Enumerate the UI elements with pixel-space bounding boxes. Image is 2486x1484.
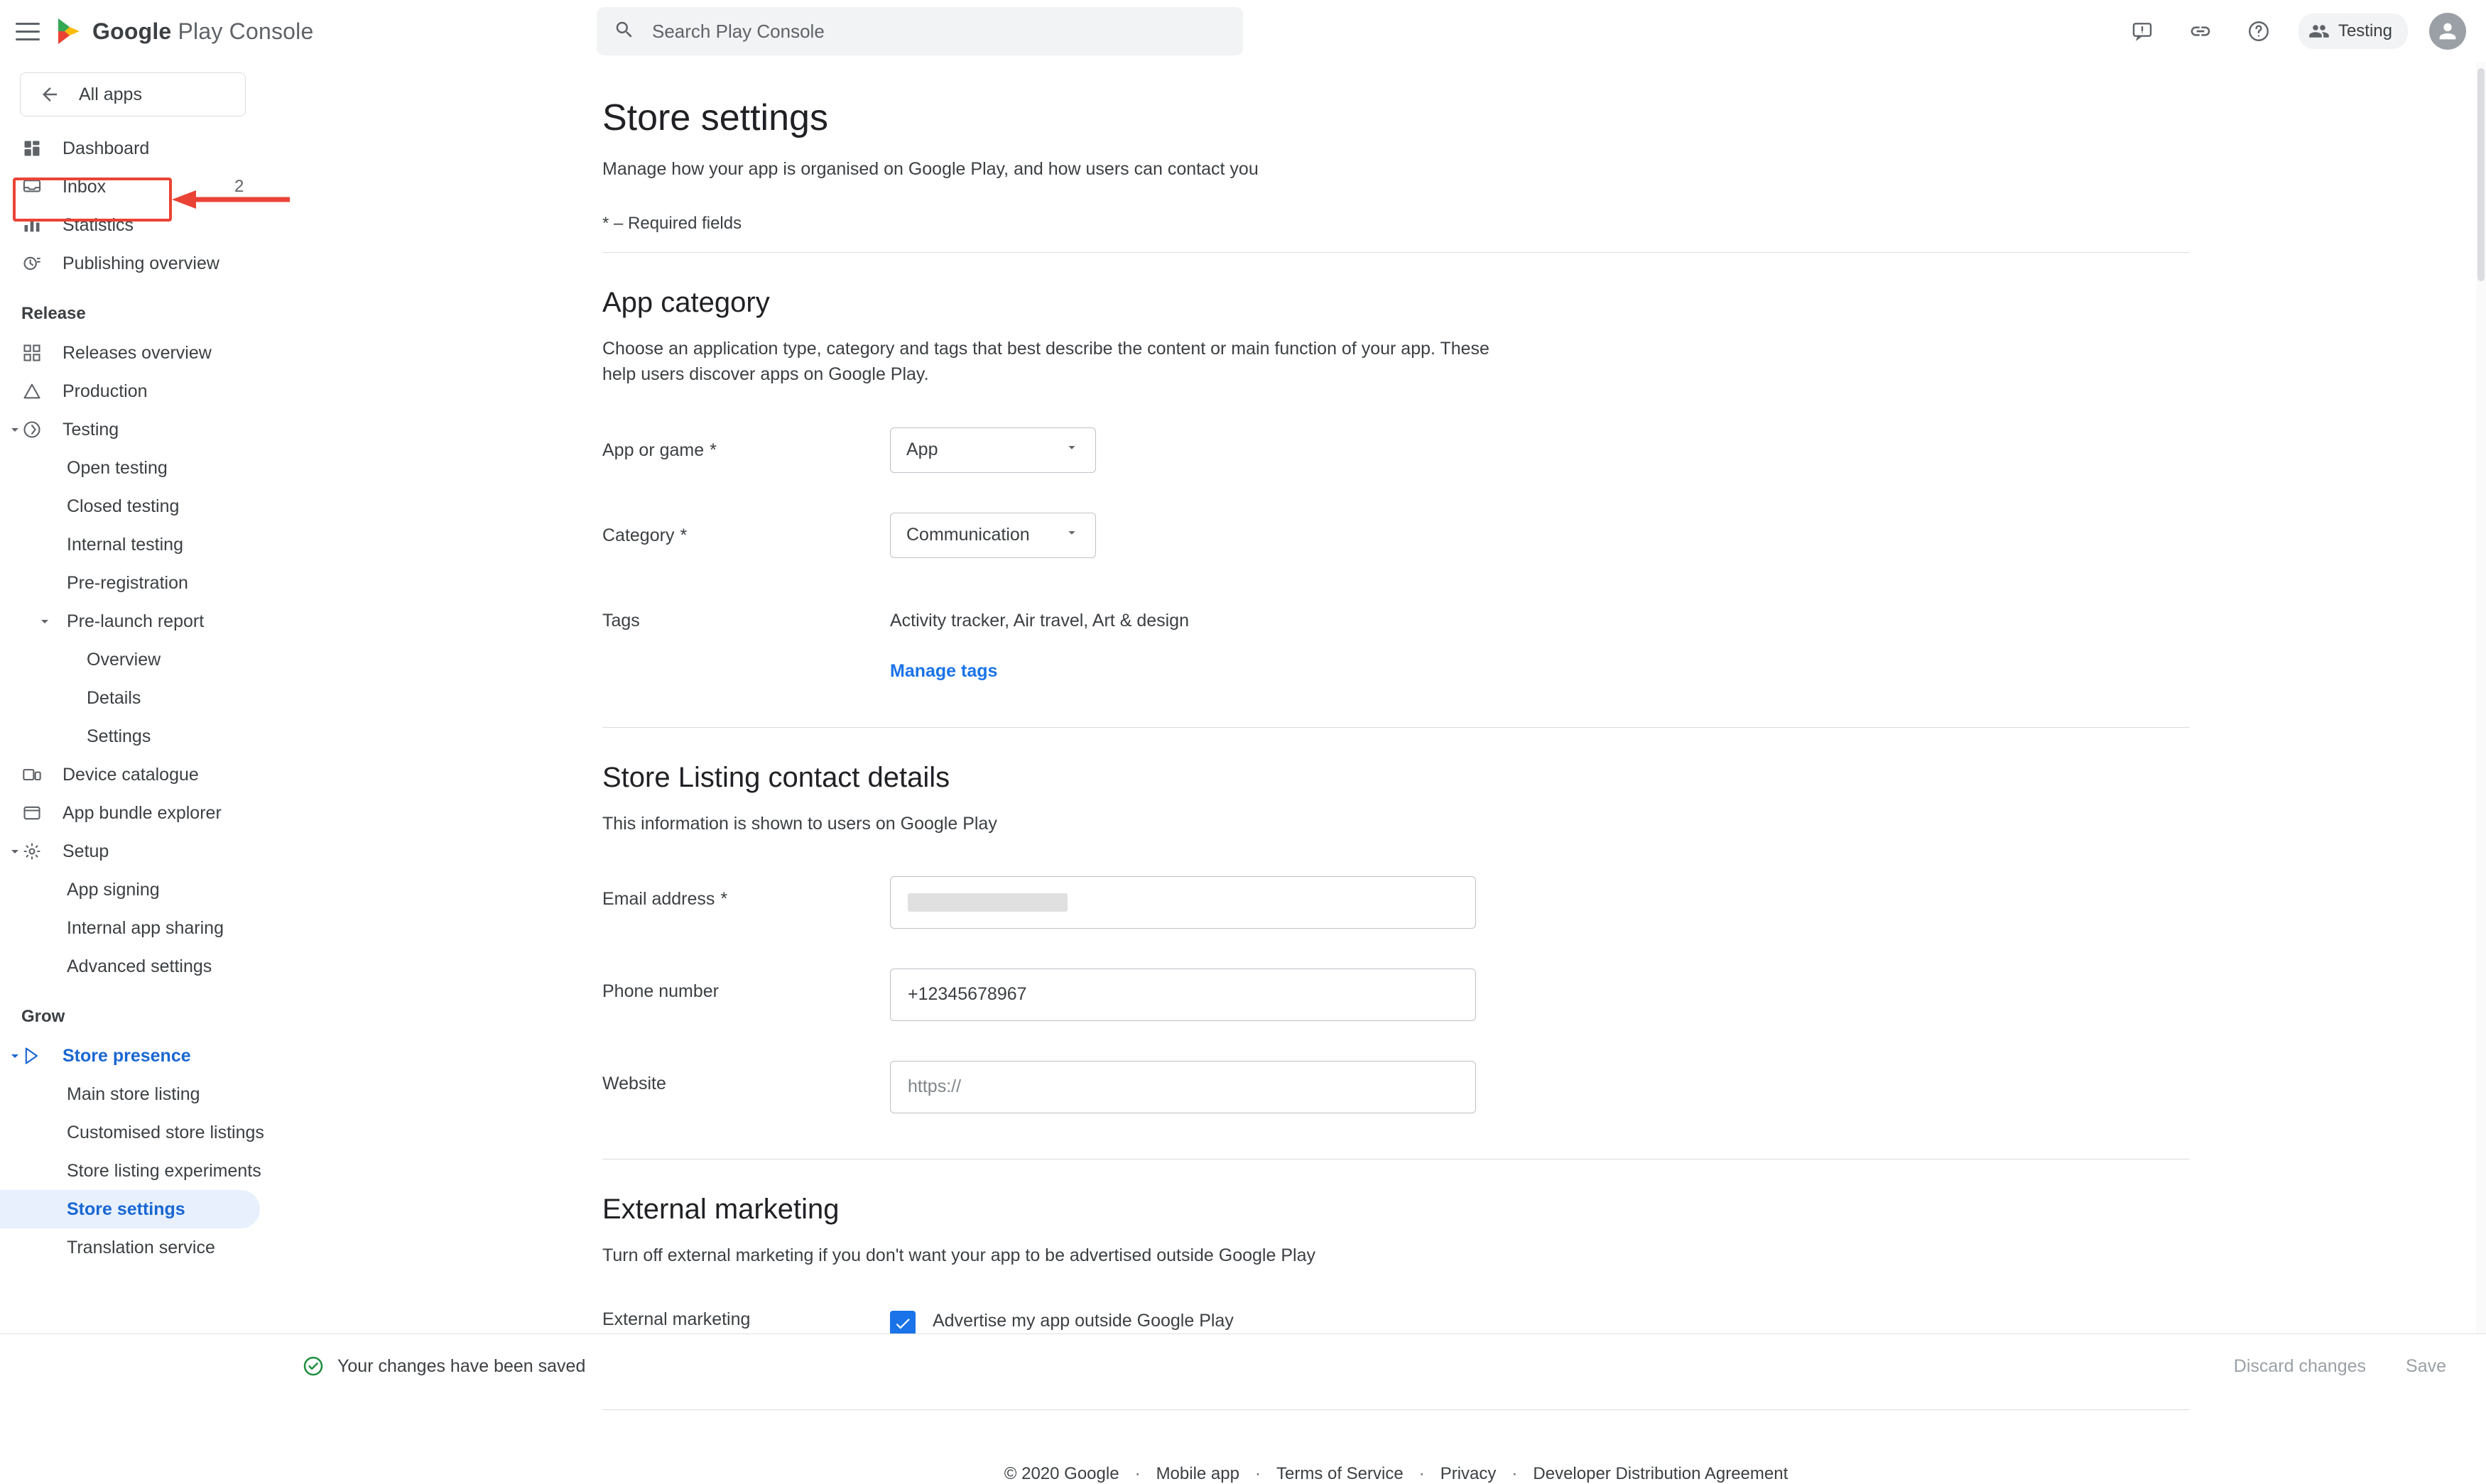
external-marketing-title: External marketing [602,1193,840,1225]
field-tags [602,598,2486,631]
releases-overview-icon [20,343,44,363]
brand[interactable] [57,17,313,45]
device-catalogue-icon [20,765,44,785]
bottom-action-bar [0,1333,2486,1398]
sidebar-item-label: Releases overview [63,342,212,363]
sidebar-item-store-presence[interactable] [0,1037,568,1075]
feedback-icon[interactable] [2124,13,2161,50]
hamburger-icon[interactable] [16,16,47,47]
sidebar-item-label: App bundle explorer [63,802,222,823]
sidebar-item-publishing-overview[interactable] [0,244,568,283]
sidebar-item-pre-launch-report[interactable] [0,602,568,640]
brand-text [92,18,313,45]
sidebar-item-app-bundle-explorer[interactable] [0,794,568,832]
sidebar-item-internal-testing[interactable] [0,525,568,564]
avatar[interactable] [2429,13,2466,50]
website-label: Website [602,1073,666,1093]
footer-link-developer-distribution-agreement[interactable]: Developer Distribution Agreement [1533,1464,1788,1483]
sidebar-item-app-signing[interactable] [0,871,568,909]
top-bar-actions [2124,0,2466,62]
sidebar-item-label: Settings [87,726,151,746]
sidebar-item-settings[interactable] [0,717,568,755]
sidebar-item-label: Internal testing [67,534,183,555]
app-or-game-value: App [906,440,938,459]
sidebar-item-releases-overview[interactable] [0,334,568,372]
field-website [602,1061,2486,1113]
phone-label: Phone number [602,981,720,1001]
people-icon [2308,21,2330,42]
advertise-checkbox[interactable] [890,1311,916,1336]
divider [602,727,2190,728]
required-fields-note: * – Required fields [602,214,742,233]
link-icon[interactable] [2182,13,2219,50]
manage-tags-link[interactable]: Manage tags [890,660,998,681]
sidebar-item-store-settings[interactable] [0,1190,260,1228]
production-icon [20,381,44,401]
app-or-game-label [602,427,890,461]
back-arrow-icon [39,84,60,105]
brand-play-console: Play Console [178,18,314,44]
email-field[interactable] [890,876,1476,929]
saved-message-text: Your changes have been saved [337,1355,586,1376]
sidebar-item-open-testing[interactable] [0,449,568,487]
sidebar-item-details[interactable] [0,679,568,717]
category-label-text: Category [602,525,675,545]
required-marker: * [680,525,688,545]
sidebar-item-inbox[interactable] [0,168,568,206]
search-bar[interactable] [597,7,1243,55]
nav-release-group [0,334,568,986]
separator: · [1511,1464,1518,1483]
chevron-down-icon[interactable] [6,842,24,861]
contact-details-description: This information is shown to users on Google Play [602,813,997,834]
check-circle-icon [302,1355,325,1377]
advertise-checkbox-label: Advertise my app outside Google Play [933,1311,1234,1331]
sidebar [0,62,568,1333]
sidebar-item-label: Translation service [67,1237,215,1257]
brand-google: Google [92,18,172,44]
inbox-count: 2 [234,177,244,196]
page-title: Store settings [602,97,828,138]
app-category-title: App category [602,287,770,318]
field-phone [602,969,2486,1021]
footer-link-privacy[interactable]: Privacy [1440,1464,1497,1483]
sidebar-item-label: Pre-registration [67,572,188,593]
footer-links [602,1464,2190,1484]
chevron-down-icon [1064,525,1080,545]
phone-field[interactable] [890,969,1476,1021]
separator: · [1254,1464,1261,1483]
contact-details-title: Store Listing contact details [602,761,950,793]
sidebar-item-label: Store presence [63,1045,191,1066]
app-bundle-explorer-icon [20,803,44,823]
top-bar [0,0,2486,62]
bottom-bar-actions [2234,1356,2446,1377]
separator: · [1418,1464,1425,1483]
search-icon [614,19,635,44]
dashboard-icon [20,138,44,158]
sidebar-item-closed-testing[interactable] [0,487,568,525]
sidebar-item-label: Dashboard [63,138,150,158]
sidebar-item-label: Device catalogue [63,764,199,785]
sidebar-item-label: Details [87,687,141,708]
category-value: Communication [906,525,1030,545]
chevron-down-icon[interactable] [36,612,54,631]
website-field[interactable] [890,1061,1476,1113]
divider [602,252,2190,253]
footer-link-mobile-app[interactable]: Mobile app [1156,1464,1239,1483]
sidebar-item-pre-registration[interactable] [0,564,568,602]
divider [602,1159,2190,1160]
sidebar-item-label: Store settings [67,1199,185,1219]
google-play-logo-icon [57,17,82,45]
chevron-down-icon[interactable] [6,420,24,439]
all-apps-label: All apps [79,84,142,104]
app-or-game-label-text: App or game [602,440,705,460]
required-marker: * [720,888,728,909]
field-app-or-game [602,427,2486,473]
sidebar-item-advanced-settings[interactable] [0,947,568,986]
chevron-down-icon [1064,440,1080,460]
tags-value: Activity tracker, Air travel, Art & design [890,610,1189,631]
all-apps-button[interactable] [20,72,246,116]
nav-grow-group [0,1037,568,1267]
inbox-icon [20,177,44,197]
sidebar-item-setup[interactable] [0,832,568,871]
sidebar-item-label: Setup [63,841,109,861]
sidebar-item-label: Closed testing [67,496,180,516]
sidebar-item-device-catalogue[interactable] [0,755,568,794]
sidebar-item-label: Advanced settings [67,956,212,976]
nav-top-group [0,129,568,283]
email-masked-value [908,893,1068,912]
sidebar-item-store-listing-experiments[interactable] [0,1152,568,1190]
divider [602,1409,2190,1410]
email-label-text: Email address [602,888,715,909]
manage-tags-row [890,661,2486,682]
sidebar-item-internal-app-sharing[interactable] [0,909,568,947]
sidebar-item-label: Overview [87,649,161,670]
external-marketing-description: Turn off external marketing if you don't want your app to be advertised outside Google Play [602,1245,1315,1265]
sidebar-item-label: Customised store listings [67,1122,264,1142]
external-marketing-label: External marketing [602,1309,751,1329]
check-icon [894,1314,912,1333]
sidebar-item-overview[interactable] [0,640,568,679]
tags-label: Tags [602,610,640,631]
app-category-description: Choose an application type, category and tags that best describe the content or main function of your app. These help users discover apps on Google Play. [602,339,1489,385]
scrollbar-thumb[interactable] [2477,68,2485,281]
sidebar-item-customised-store-listings[interactable] [0,1113,568,1152]
copyright: © 2020 Google [1004,1464,1119,1483]
sidebar-item-dashboard[interactable] [0,129,568,168]
required-marker: * [710,440,717,460]
field-category [602,513,2486,558]
sidebar-item-label: Pre-launch report [67,611,205,631]
sidebar-item-label: Publishing overview [63,253,219,273]
category-label [602,513,890,546]
testing-label: Testing [2338,21,2392,40]
field-email [602,876,2486,929]
app-or-game-select[interactable] [890,427,1096,473]
sidebar-item-label: Internal app sharing [67,917,224,938]
sidebar-section-grow: Grow [21,1007,65,1026]
statistics-icon [20,215,44,235]
chevron-down-icon[interactable] [6,1047,24,1065]
sidebar-item-testing[interactable] [0,410,568,449]
sidebar-item-label: App signing [67,879,160,900]
sidebar-item-label: Testing [63,419,119,440]
discard-changes-button[interactable]: Discard changes [2233,1355,2367,1376]
sidebar-item-translation-service[interactable] [0,1228,568,1267]
search-input[interactable] [651,20,1226,43]
sidebar-item-label: Statistics [63,214,134,235]
help-icon[interactable] [2240,13,2277,50]
sidebar-section-release: Release [21,304,86,323]
footer-link-terms-of-service[interactable]: Terms of Service [1276,1464,1404,1483]
email-label [602,876,890,910]
sidebar-item-label: Inbox [63,176,107,197]
sidebar-item-statistics[interactable] [0,206,568,244]
sidebar-item-production[interactable] [0,372,568,410]
category-select[interactable] [890,513,1096,558]
separator: · [1134,1464,1141,1483]
sidebar-item-label: Open testing [67,457,168,478]
sidebar-item-label: Store listing experiments [67,1160,261,1181]
publishing-overview-icon [20,253,44,273]
saved-message [302,1355,585,1377]
save-button[interactable]: Save [2406,1355,2446,1376]
testing-account-chip[interactable] [2298,13,2408,49]
sidebar-item-label: Production [63,381,148,401]
sidebar-item-main-store-listing[interactable] [0,1075,568,1113]
sidebar-item-label: Main store listing [67,1084,200,1104]
page-subtitle: Manage how your app is organised on Google Play, and how users can contact you [602,159,1259,179]
